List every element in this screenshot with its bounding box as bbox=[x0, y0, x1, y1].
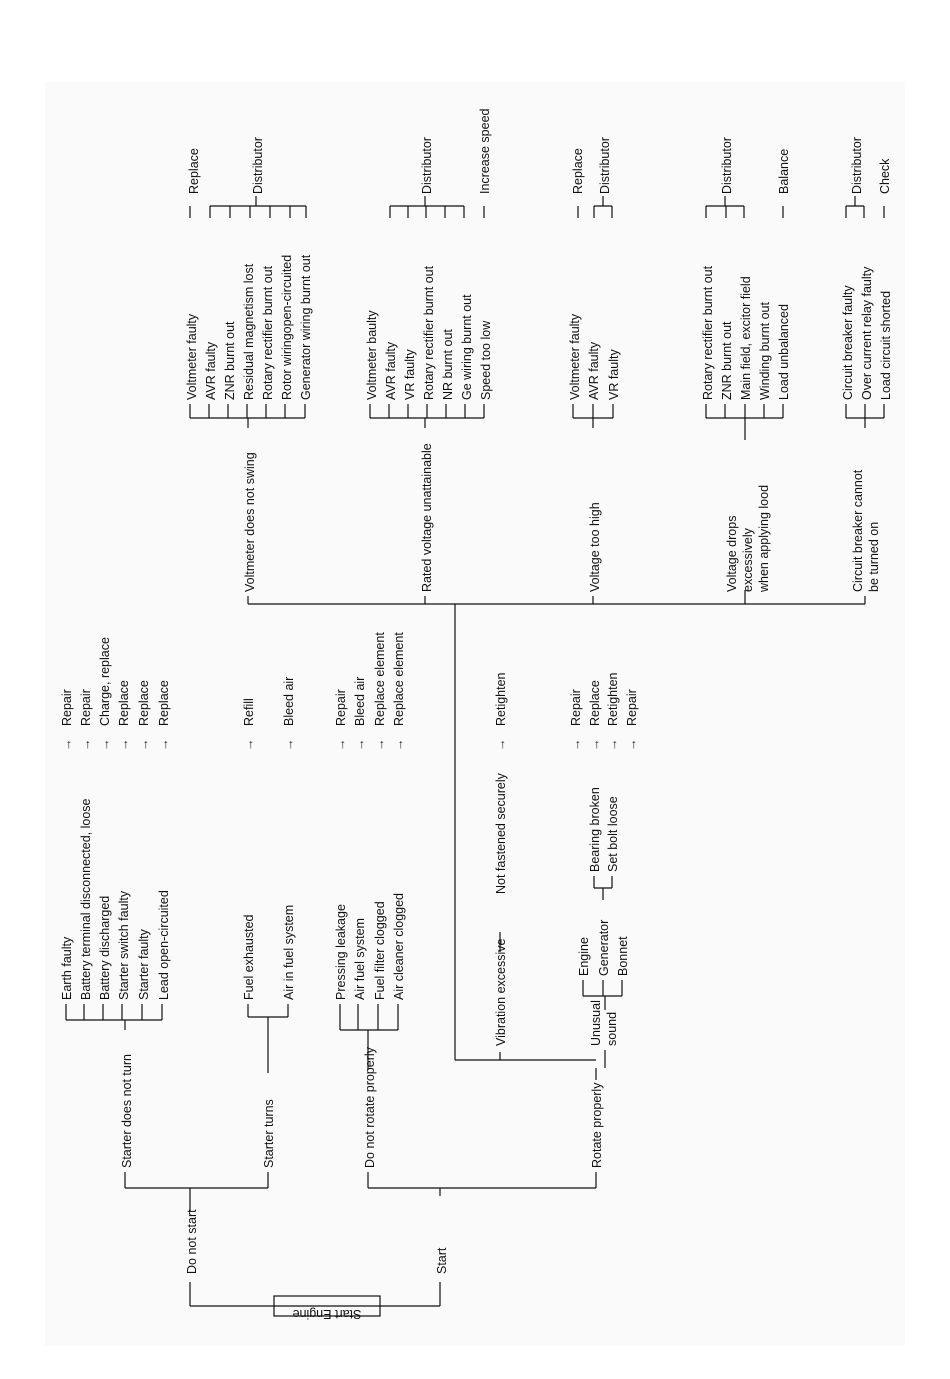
starter-turns-label: Starter turns bbox=[262, 1099, 276, 1168]
breaker-label: Circuit breaker cannot bbox=[851, 469, 865, 592]
cause-voltmeter-baulty: Voltmeter baulty bbox=[365, 310, 379, 400]
arrow-icon: → bbox=[60, 738, 74, 751]
unusual-sound-branch bbox=[569, 672, 639, 1046]
cause-znr-burnt: ZNR burnt out bbox=[720, 321, 734, 400]
starter-does-not-turn-arrows bbox=[60, 739, 171, 752]
cause-nr-burnt: NR burnt out bbox=[441, 329, 455, 400]
starter-turns-causes bbox=[242, 677, 296, 1000]
remedy-replace: Replace bbox=[137, 680, 151, 726]
do-not-start-label: Do not start bbox=[185, 1209, 199, 1274]
remedy-replace-element: Replace element bbox=[392, 632, 406, 726]
voltage-drops-label-3: when applying lood bbox=[757, 484, 771, 592]
voltmeter-no-swing-branch bbox=[185, 137, 313, 592]
bonnet-label: Bonnet bbox=[616, 936, 630, 976]
remedy-distributor: Distributor bbox=[850, 137, 864, 194]
arrow-icon: → bbox=[98, 738, 112, 751]
remedy-balance: Balance bbox=[777, 148, 791, 194]
remedy-bleed-air: Bleed air bbox=[353, 676, 367, 726]
cause-vr-faulty: VR faulty bbox=[607, 349, 621, 400]
remedy-replace-element: Replace element bbox=[373, 632, 387, 726]
arrow-icon: → bbox=[334, 738, 348, 751]
remedy-bleed-air: Bleed air bbox=[282, 676, 296, 726]
remedy-replace: Replace bbox=[157, 680, 171, 726]
remedy-retighten: Retighten bbox=[606, 672, 620, 726]
unusual-sound-label: Unusual bbox=[589, 1000, 603, 1046]
arrow-icon: → bbox=[353, 738, 367, 751]
arrow-icon: → bbox=[117, 738, 131, 751]
remedy-replace: Replace bbox=[187, 148, 201, 194]
remedy-distributor: Distributor bbox=[251, 137, 265, 194]
voltmeter-no-swing-label: Voltmeter does not swing bbox=[243, 452, 257, 592]
remedy-repair: Repair bbox=[60, 689, 74, 726]
vibration-cause: Not fastened securely bbox=[494, 773, 508, 894]
cause-set-bolt: Set bolt loose bbox=[606, 796, 620, 872]
arrow-icon: → bbox=[242, 738, 256, 751]
remedy-replace: Replace bbox=[571, 148, 585, 194]
voltage-drops-label-2: excessively bbox=[741, 528, 755, 592]
unusual-sound-label-2: sound bbox=[605, 1011, 619, 1046]
cause-bearing-broken: Bearing broken bbox=[588, 787, 602, 872]
arrow-icon: → bbox=[157, 738, 171, 751]
arrow-icon: → bbox=[494, 738, 508, 751]
vibration-branch bbox=[494, 672, 508, 1046]
breaker-branch bbox=[841, 137, 893, 592]
cause-battery-terminal: Battery terminal disconnected, loose bbox=[79, 798, 93, 1000]
rated-voltage-branch bbox=[365, 108, 493, 592]
arrow-icon: → bbox=[282, 738, 296, 751]
cause-avr-faulty: AVR faulty bbox=[587, 341, 601, 400]
remedy-replace: Replace bbox=[588, 680, 602, 726]
cause-winding-burnt: Winding burnt out bbox=[758, 302, 772, 400]
cause-voltmeter-faulty: Voltmeter faulty bbox=[185, 313, 199, 400]
start-label: Start bbox=[435, 1247, 449, 1274]
cause-residual-magnetism: Residual magnetism lost bbox=[242, 263, 256, 400]
cause-znr-burnt: ZNR burnt out bbox=[223, 321, 237, 400]
cause-voltmeter-faulty: Voltmeter faulty bbox=[568, 313, 582, 400]
engine-label: Engine bbox=[577, 937, 591, 976]
voltage-high-label: Voltage too high bbox=[588, 502, 602, 592]
remedy-repair: Repair bbox=[625, 689, 639, 726]
cause-main-field: Main field, excitor field bbox=[739, 276, 753, 400]
title-label: Start Engine bbox=[292, 1307, 362, 1321]
remedy-distributor: Distributor bbox=[598, 137, 612, 194]
cause-pressing-leakage: Pressing leakage bbox=[334, 904, 348, 1000]
breaker-label-2: be turned on bbox=[867, 521, 881, 592]
cause-breaker-faulty: Circuit breaker faulty bbox=[841, 285, 855, 400]
cause-speed-low: Speed too low bbox=[479, 320, 493, 400]
starter-does-not-turn-label: Starter does not turn bbox=[120, 1054, 134, 1168]
remedy-refill: Refill bbox=[242, 698, 256, 726]
vibration-label: Vibration excessive bbox=[494, 938, 508, 1046]
arrow-icon: → bbox=[569, 738, 583, 751]
arrow-icon: → bbox=[625, 738, 639, 751]
cause-rotor-wiring: Rotor wiringopen-circuited bbox=[280, 254, 294, 400]
arrow-icon: → bbox=[137, 738, 151, 751]
remedy-check: Check bbox=[878, 158, 892, 194]
arrow-icon: → bbox=[79, 738, 93, 751]
remedy-charge-replace: Charge, replace bbox=[98, 637, 112, 726]
cause-ge-wiring: Ge wiring burnt out bbox=[460, 294, 474, 400]
remedy-replace: Replace bbox=[117, 680, 131, 726]
vibration-remedy: Retighten bbox=[494, 672, 508, 726]
rated-voltage-label: Rated voltage unattainable bbox=[420, 443, 434, 592]
voltage-high-branch bbox=[568, 137, 621, 592]
remedy-repair: Repair bbox=[569, 689, 583, 726]
arrow-icon: → bbox=[392, 738, 406, 751]
generator-label: Generator bbox=[597, 919, 611, 976]
cause-fuel-filter: Fuel filter clogged bbox=[373, 901, 387, 1000]
remedy-repair: Repair bbox=[79, 689, 93, 726]
starter-does-not-turn-remedies bbox=[60, 637, 171, 726]
remedy-repair: Repair bbox=[334, 689, 348, 726]
cause-rotary-rectifier: Rotary rectifier burnt out bbox=[422, 265, 436, 400]
cause-battery-discharged: Battery discharged bbox=[98, 895, 112, 1000]
cause-starter-switch: Starter switch faulty bbox=[117, 890, 131, 1000]
arrow-icon: → bbox=[606, 738, 620, 751]
arrow-icon: → bbox=[373, 738, 387, 751]
remedy-increase-speed: Increase speed bbox=[478, 108, 492, 194]
remedy-distributor: Distributor bbox=[720, 137, 734, 194]
cause-starter-faulty: Starter faulty bbox=[137, 929, 151, 1000]
cause-air-in-fuel: Air in fuel system bbox=[282, 904, 296, 1000]
cause-rotary-rectifier: Rotary rectifier burnt out bbox=[701, 265, 715, 400]
rotate-properly-label: Rotate properly bbox=[590, 1082, 604, 1168]
cause-rotary-rectifier: Rotary rectifier burnt out bbox=[261, 265, 275, 400]
cause-lead-open: Lead open-circuited bbox=[157, 890, 171, 1000]
cause-air-cleaner: Air cleaner clogged bbox=[392, 892, 406, 1000]
starter-does-not-turn-causes bbox=[60, 798, 171, 1000]
cause-over-current: Over current relay faulty bbox=[860, 266, 874, 400]
voltage-drops-label: Voltage drops bbox=[725, 515, 739, 592]
cause-avr-faulty: AVR faulty bbox=[204, 341, 218, 400]
arrow-icon: → bbox=[588, 738, 602, 751]
cause-earth-faulty: Earth faulty bbox=[60, 936, 74, 1000]
cause-fuel-exhausted: Fuel exhausted bbox=[242, 914, 256, 1000]
cause-avr-faulty: AVR faulty bbox=[384, 341, 398, 400]
cause-generator-wiring: Generator wiring burnt out bbox=[299, 254, 313, 400]
cause-load-circuit: Load circuit shorted bbox=[879, 290, 893, 400]
cause-vr-faulty: VR faulty bbox=[403, 349, 417, 400]
remedy-distributor: Distributor bbox=[420, 137, 434, 194]
do-not-rotate-label: Do not rotate properly bbox=[363, 1047, 377, 1168]
cause-load-unbalanced: Load unbalanced bbox=[777, 304, 791, 400]
cause-air-fuel-system: Air fuel system bbox=[353, 918, 367, 1000]
do-not-rotate-causes bbox=[334, 632, 406, 1000]
